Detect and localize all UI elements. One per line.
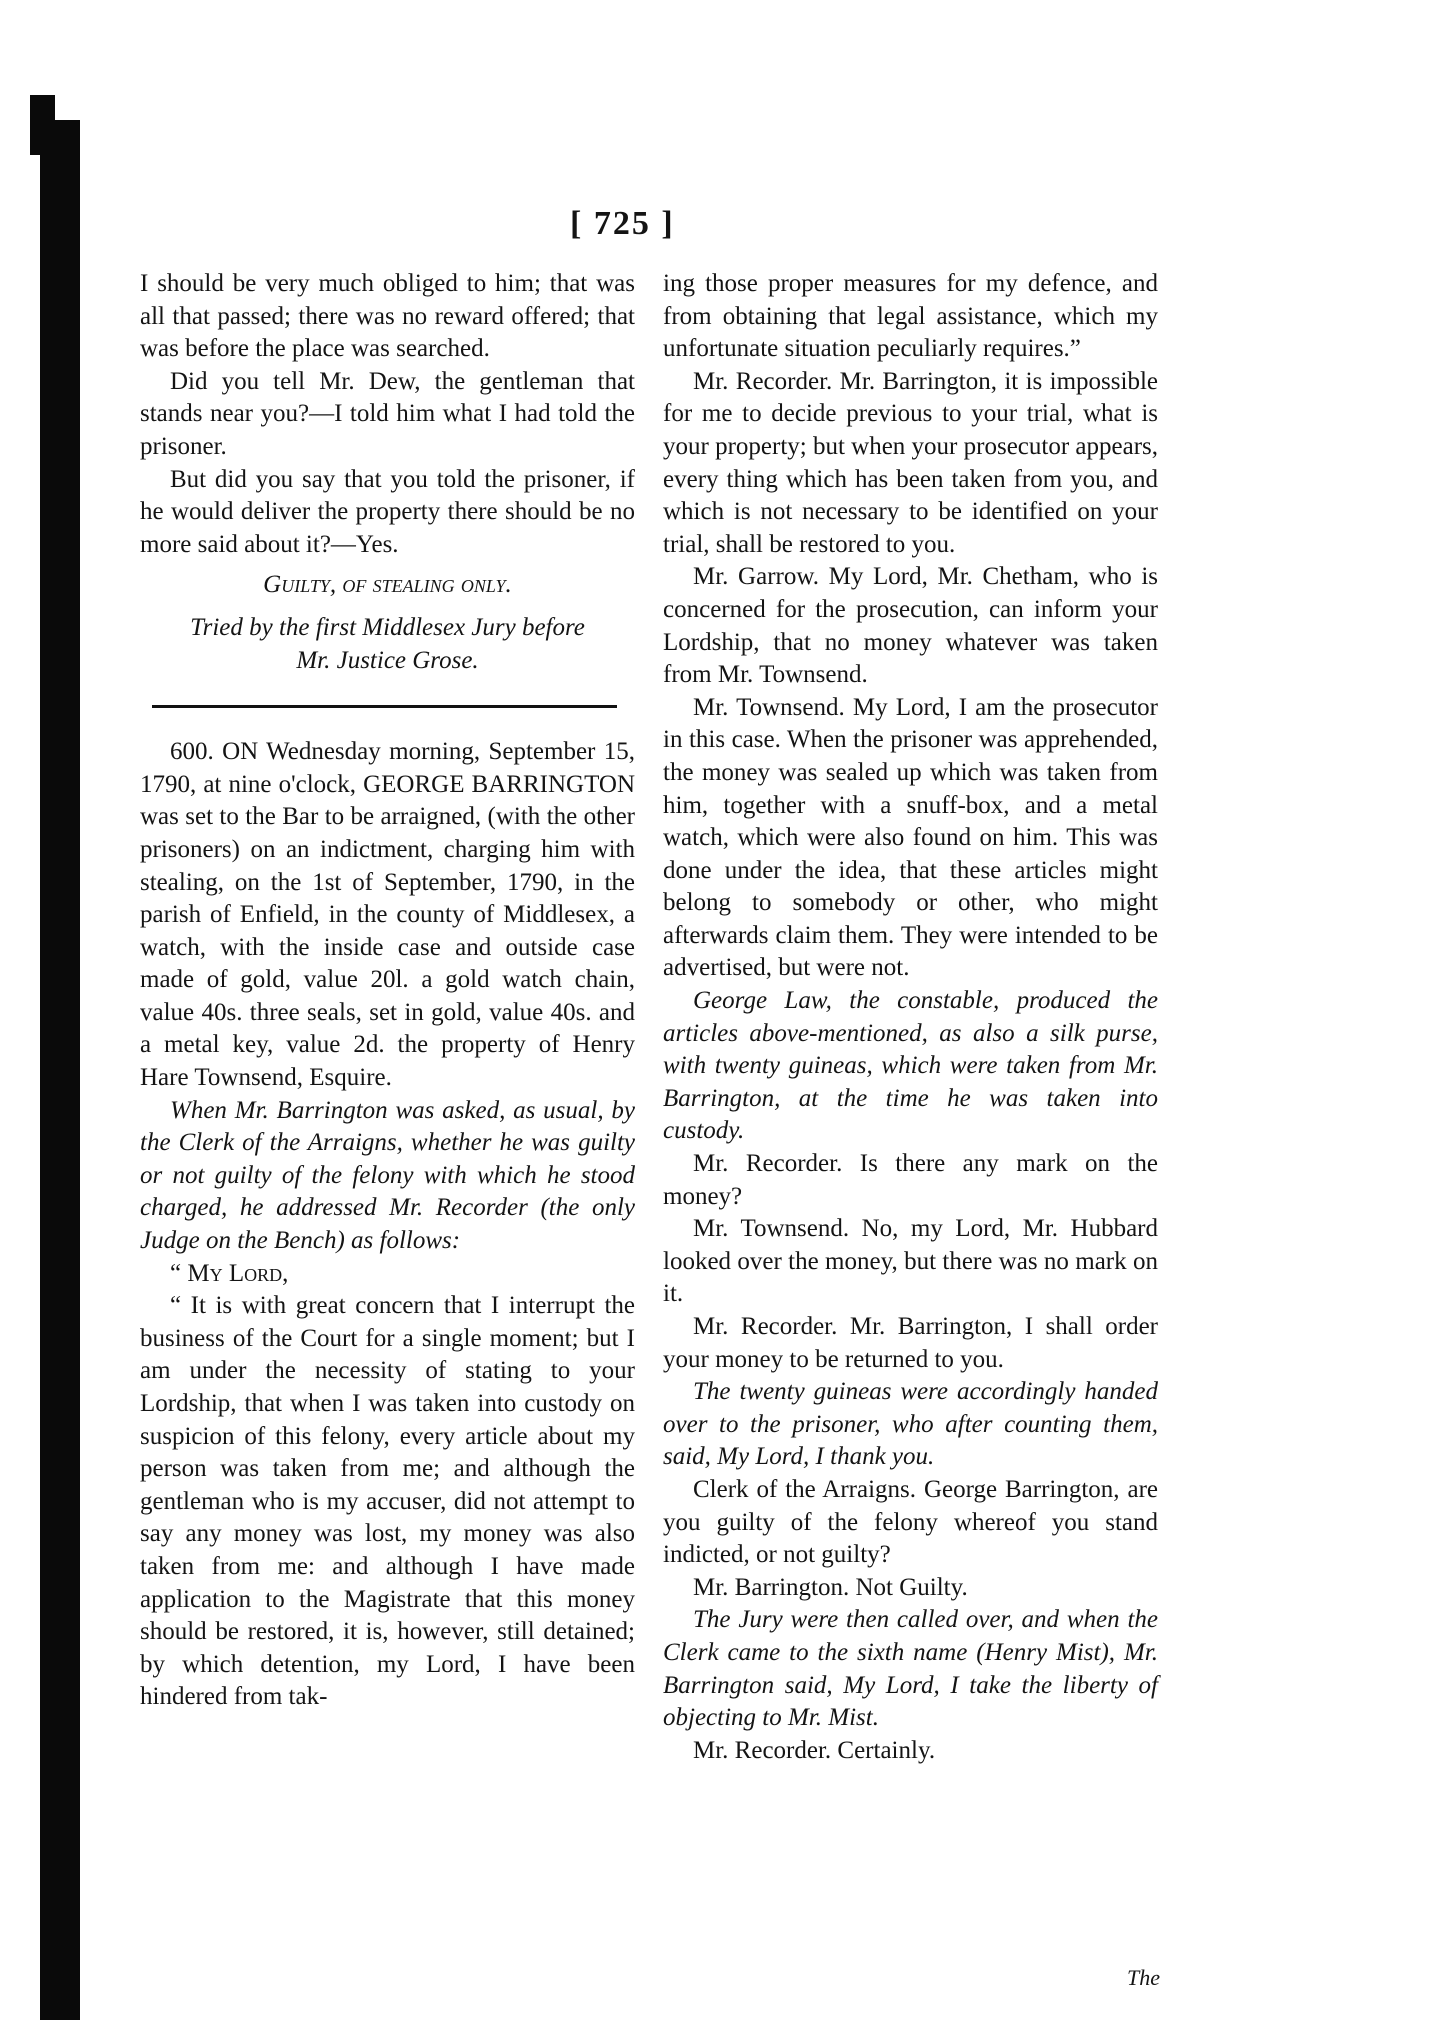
right-paragraph-12: The Jury were then called over, and when the Clerk came to the sixth name (Henry Mist), Mr. Barrington said, My Lord, I take the liberty of objecting to Mr. Mist. xyxy=(663,1606,1158,1732)
speech-paragraph: “ It is with great concern that I interrupt the business of the Court for a single moment; but I am under the necessity of stating to your Lordship, that when I was taken into custody on suspicion of this felony, every article about my person was taken from me; and although the gentleman who is my accuser, did not attempt to say any money was lost, my money was also taken from me: and although I have made application to the Magistrate that this money should be restored, it is, however, still detained; by which detention, my Lord, I have been hindered from tak- xyxy=(140,1292,635,1711)
salutation: “ My Lord, xyxy=(170,1259,289,1287)
right-paragraph-13: Mr. Recorder. Certainly. xyxy=(693,1736,936,1764)
right-paragraph-7: Mr. Townsend. No, my Lord, Mr. Hubbard looked over the money, but there was no mark on it. xyxy=(663,1215,1158,1308)
left-column xyxy=(140,268,635,1714)
right-paragraph-2: Mr. Recorder. Mr. Barrington, it is impossible for me to decide previous to your trial, what is your property; but when your prosecutor appears, every thing which has been taken from you, and which is not necessary to be identified on your trial, shall be restored to you. xyxy=(663,367,1158,558)
left-paragraph-2: Did you tell Mr. Dew, the gentleman that stands near you?—I told him what I had told the prisoner. xyxy=(140,367,635,460)
left-paragraph-1: I should be very much obliged to him; that was all that passed; there was no reward offered; that was before the place was searched. xyxy=(140,270,635,363)
tried-line-2: Mr. Justice Grose. xyxy=(296,646,479,674)
right-paragraph-1: ing those proper measures for my defence, and from obtaining that legal assistance, which my unfortunate situation peculiarly requires.” xyxy=(663,270,1158,363)
verdict: Guilty, of stealing only. xyxy=(263,571,512,599)
right-paragraph-6: Mr. Recorder. Is there any mark on the money? xyxy=(663,1150,1158,1210)
right-paragraph-8: Mr. Recorder. Mr. Barrington, I shall order your money to be returned to you. xyxy=(663,1313,1158,1373)
case-paragraph: 600. ON Wednesday morning, September 15, 1790, at nine o'clock, GEORGE BARRINGTON was set to the Bar to be arraigned, (with the other prisoners) on an indictment, charging him with stealing, on the 1st of September, 1790, in the parish of Enfield, in the county of Middlesex, a watch, with the inside case and outside case made of gold, value 20l. a gold watch chain, value 40s. three seals, set in gold, value 40s. and a metal key, value 2d. the property of Henry Hare Townsend, Esquire. xyxy=(140,738,635,1092)
tried-line-1: Tried by the first Middlesex Jury before xyxy=(190,613,585,641)
left-paragraph-3: But did you say that you told the prisoner, if he would deliver the property there should be no more said about it?—Yes. xyxy=(140,465,635,558)
page-number: [ 725 ] xyxy=(570,205,675,242)
right-paragraph-11: Mr. Barrington. Not Guilty. xyxy=(693,1573,968,1601)
right-paragraph-9: The twenty guineas were accordingly handed over to the prisoner, who after counting them, said, My Lord, I thank you. xyxy=(663,1378,1158,1471)
right-paragraph-10: Clerk of the Arraigns. George Barrington, are you guilty of the felony whereof you stand indicted, or not guilty? xyxy=(663,1475,1158,1569)
section-rule xyxy=(152,705,617,708)
catchword: The xyxy=(1127,1965,1160,1990)
binding-edge xyxy=(40,120,80,2020)
right-paragraph-5: George Law, the constable, produced the articles above-mentioned, as also a silk purse, with twenty guineas, which were taken from Mr. Barrington, at the time he was taken into custody. xyxy=(663,987,1158,1145)
right-paragraph-3: Mr. Garrow. My Lord, Mr. Chetham, who is concerned for the prosecution, can inform your Lordship, that no money whatever was taken from Mr. Townsend. xyxy=(663,563,1158,689)
right-column xyxy=(663,268,1158,1767)
right-paragraph-4: Mr. Townsend. My Lord, I am the prosecutor in this case. When the prisoner was apprehended, the money was sealed up which was taken from him, together with a snuff-box, and a metal watch, which were also found on him. This was done under the idea, that these articles might belong to somebody or other, who might afterwards claim them. They were intended to be advertised, but were not. xyxy=(663,693,1158,982)
asked-paragraph: When Mr. Barrington was asked, as usual, by the Clerk of the Arraigns, whether he was guilty or not guilty of the felony with which he stood charged, he addressed Mr. Recorder (the only Judge on the Bench) as follows: xyxy=(140,1096,635,1255)
